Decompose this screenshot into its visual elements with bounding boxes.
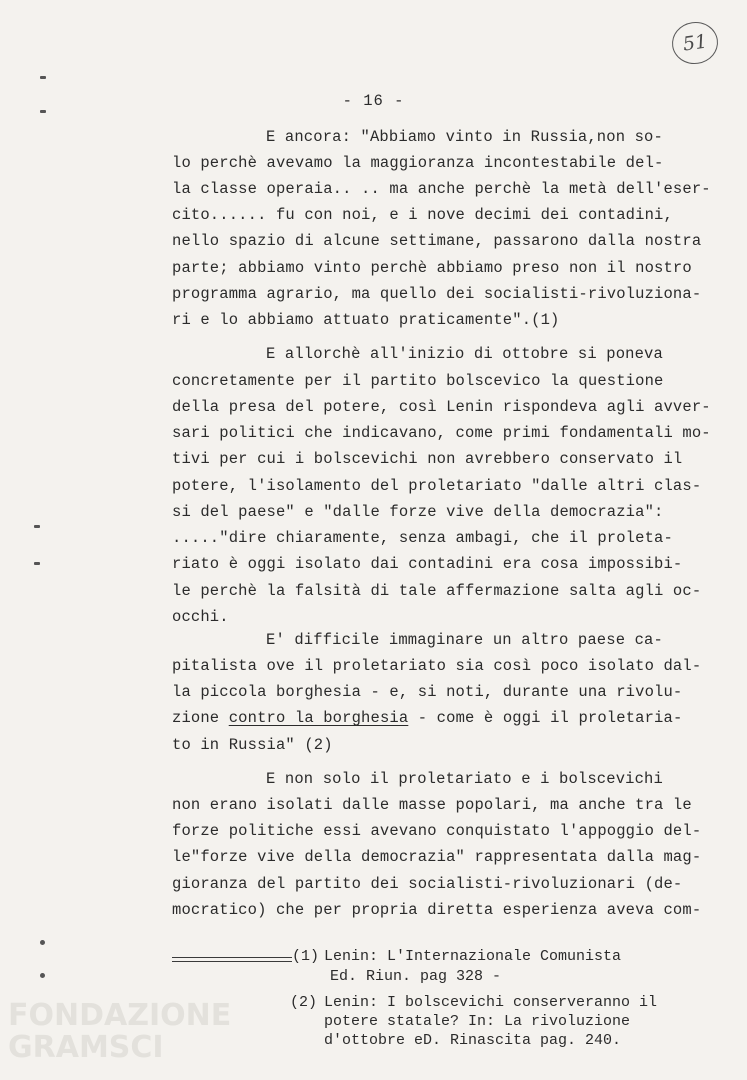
body-line: parte; abbiamo vinto perchè abbiamo preso non il nostro: [172, 259, 692, 277]
body-line: pitalista ove il proletariato sia così poco isolato dal-: [172, 657, 702, 675]
body-line: forze politiche essi avevano conquistato l'appoggio del-: [172, 822, 702, 840]
body-line: occhi.: [172, 608, 229, 626]
body-line: la piccola borghesia - e, si noti, durante una rivolu-: [172, 683, 683, 701]
body-line: sari politici che indicavano, come primi fondamentali mo-: [172, 424, 711, 442]
body-line: concretamente per il partito bolscevico la questione: [172, 372, 664, 390]
body-line: della presa del potere, così Lenin rispondeva agli avver-: [172, 398, 711, 416]
page-number: - 16 -: [342, 92, 405, 110]
body-line: si del paese" e "dalle forze vive della democrazia":: [172, 503, 664, 521]
footnote-line: Lenin: I bolscevichi conserveranno il: [324, 994, 658, 1011]
footnote-rule: [172, 957, 292, 962]
body-line: [172, 709, 682, 727]
body-line: le"forze vive della democrazia" rappresentata dalla mag-: [172, 848, 702, 866]
margin-dot: [40, 940, 45, 945]
body-line: potere, l'isolamento del proletariato "dalle altri clas-: [172, 477, 702, 495]
body-text: zione: [172, 709, 220, 727]
footnote-number: (1): [292, 948, 320, 965]
body-line: E non solo il proletariato e i bolscevichi: [266, 770, 663, 788]
watermark-line: GRAMSCI: [8, 1030, 164, 1065]
body-text: - come è oggi il proletaria-: [417, 709, 683, 727]
body-line: le perchè la falsità di tale affermazione salta agli oc-: [172, 582, 702, 600]
body-line: E' difficile immaginare un altro paese ca-: [266, 631, 663, 649]
margin-mark: [40, 76, 46, 79]
body-line: la classe operaia.. .. ma anche perchè la metà dell'eser-: [172, 180, 711, 198]
footnote-line: Lenin: L'Internazionale Comunista: [324, 948, 622, 965]
body-line: ....."dire chiaramente, senza ambagi, che il proleta-: [172, 529, 673, 547]
footnote-line: d'ottobre eD. Rinascita pag. 240.: [324, 1032, 622, 1049]
margin-mark: [40, 110, 46, 113]
body-line: E allorchè all'inizio di ottobre si poneva: [266, 345, 663, 363]
body-line: E ancora: "Abbiamo vinto in Russia,non so-: [266, 128, 663, 146]
watermark: [8, 1000, 231, 1064]
margin-mark: [34, 525, 40, 528]
body-line: lo perchè avevamo la maggioranza incontestabile del-: [172, 154, 664, 172]
body-line: nello spazio di alcune settimane, passarono dalla nostra: [172, 232, 702, 250]
margin-mark: [34, 562, 40, 565]
body-line: cito...... fu con noi, e i nove decimi dei contadini,: [172, 206, 673, 224]
body-line: programma agrario, ma quello dei socialisti-rivoluziona-: [172, 285, 702, 303]
body-line: gioranza del partito dei socialisti-rivoluzionari (de-: [172, 875, 683, 893]
body-line: mocratico) che per propria diretta esperienza aveva com-: [172, 901, 702, 919]
archive-stamp: 51: [669, 19, 720, 67]
footnote-number: (2): [290, 994, 318, 1011]
body-line: riato è oggi isolato dai contadini era cosa impossibi-: [172, 555, 683, 573]
margin-dot: [40, 973, 45, 978]
body-line: tivi per cui i bolscevichi non avrebbero conservato il: [172, 450, 683, 468]
footnote-line: Ed. Riun. pag 328 -: [330, 968, 502, 985]
footnote-line: potere statale? In: La rivoluzione: [324, 1013, 631, 1030]
body-line: ri e lo abbiamo attuato praticamente".(1): [172, 311, 560, 329]
body-line: non erano isolati dalle masse popolari, ma anche tra le: [172, 796, 692, 814]
watermark-line: FONDAZIONE: [8, 998, 232, 1033]
body-line: to in Russia" (2): [172, 736, 333, 754]
underlined-phrase: contro la borghesia: [228, 709, 409, 727]
